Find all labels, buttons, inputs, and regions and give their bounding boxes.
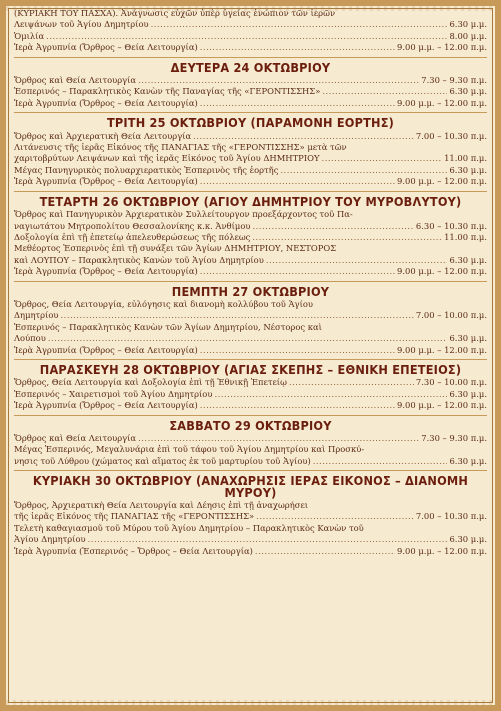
schedule-row: Μέγας Πανηγυρικὸς πολυαρχιερατικὸς Ἑσπερινὸς τῆς ἑορτῆς ..... 6.30 μ.μ. (14, 165, 487, 176)
day-heading: ΠΑΡΑΣΚΕΥΗ 28 ΟΚΤΩΒΡΙΟΥ (ΑΓΙΑΣ ΣΚΕΠΗΣ – ΕΘΝΙΚΗ ΕΠΕΤΕΙΟΣ) (39, 361, 462, 377)
schedule-row: Ὄρθρος καὶ Θεία Λειτουργία ..... 7.30 – 9.30 π.μ. (14, 75, 487, 86)
schedule-row: Ἁγίου Δημητρίου ..... 6.30 μ.μ. (14, 534, 487, 545)
schedule-row: Ἱερὰ Ἀγρυπνία (Ὄρθρος – Θεία Λειτουργία) ..... 9.00 μ.μ. – 12.00 π.μ. (14, 176, 487, 187)
schedule-row: Ἱερὰ Ἀγρυπνία (Ὄρθρος – Θεία Λειτουργία) ..... 9.00 μ.μ. – 12.00 π.μ. (14, 400, 487, 411)
text-line: Ἑσπερινός – Παρακλητικὸς Κανὼν τῶν Ἁγίων Δημητρίου, Νέστορος καὶ (14, 321, 322, 332)
schedule-row: Ὁμιλία ..... 8.00 μ.μ. (14, 31, 487, 42)
divider (14, 57, 487, 58)
schedule-row: ναγιωτάτου Μητροπολίτου Θεσσαλονίκης κ.κ. Ἀνθίμου ..... 6.30 – 10.30 π.μ. (14, 221, 487, 232)
divider (14, 470, 487, 471)
schedule-row: Ἑσπερινός – Χαιρετισμοὶ τοῦ Ἁγίου Δημητρίου ..... 6.30 μ.μ. (14, 389, 487, 400)
divider (14, 191, 487, 192)
schedule-row: Ὄρθρος καὶ Θεία Λειτουργία ..... 7.30 – 9.30 π.μ. (14, 433, 487, 444)
schedule-row: τῆς ἱερᾶς Εἰκόνος τῆς ΠΑΝΑΓΙΑΣ τῆς «ΓΕΡΟΝΤΙΣΣΗΣ» ..... 7.00 – 10.30 π.μ. (14, 511, 487, 522)
schedule-row: Ἱερὰ Ἀγρυπνία (Ὄρθρος – Θεία Λειτουργία) ..... 9.00 μ.μ. – 12.00 π.μ. (14, 345, 487, 356)
schedule-row: Ἱερὰ Ἀγρυπνία (Ὄρθρος – Θεία Λειτουργία) ..... 9.00 μ.μ. – 12.00 π.μ. (14, 266, 487, 277)
schedule-row: Λειψάνων τοῦ Ἁγίου Δημητρίου ..... 6.30 μ.μ. (14, 19, 487, 30)
schedule-row: καὶ ΛΟΥΠΟΥ – Παρακλητικὸς Κανὼν τοῦ Ἁγίου Δημητρίου ..... 6.30 μ.μ. (14, 255, 487, 266)
text-line: Μεθέορτος Ἑσπερινὸς ἐπὶ τῇ συνάξει τῶν Ἁγίων ΔΗΜΗΤΡΙΟΥ, ΝΕΣΤΟΡΟΣ (14, 243, 337, 254)
day-heading: ΣΑΒΒΑΤΟ 29 ΟΚΤΩΒΡΙΟΥ (169, 417, 332, 433)
schedule-row: Ἱερὰ Ἀγρυπνία (Ἑσπερινός – Ὄρθρος – Θεία Λειτουργία) ..... 9.00 μ.μ. – 12.00 π.μ. (14, 546, 487, 557)
schedule-row: Ὄρθρος, Θεία Λειτουργία καὶ Δοξολογία ἐπὶ τῇ Ἐθνικῇ Ἐπετείῳ ..... 7.30 – 10.00 π.μ. (14, 377, 487, 388)
schedule-row: Λούπου ..... 6.30 μ.μ. (14, 333, 487, 344)
schedule-row: Ἱερὰ Ἀγρυπνία (Ὄρθρος – Θεία Λειτουργία) ..... 9.00 μ.μ. – 12.00 π.μ. (14, 42, 487, 53)
day-heading: ΔΕΥΤΕΡΑ 24 ΟΚΤΩΒΡΙΟΥ (170, 59, 331, 75)
day-heading: ΠΕΜΠΤΗ 27 ΟΚΤΩΒΡΙΟΥ (171, 283, 330, 299)
divider (14, 359, 487, 360)
day-heading: ΤΕΤΑΡΤΗ 26 ΟΚΤΩΒΡΙΟΥ (ΑΓΙΟΥ ΔΗΜΗΤΡΙΟΥ ΤΟΥ ΜΥΡΟΒΛΥΤΟΥ) (39, 193, 462, 209)
schedule-row: Ὄρθρος καὶ Ἀρχιερατικὴ Θεία Λειτουργία ..... 7.00 – 10.30 π.μ. (14, 131, 487, 142)
schedule-row: Ἱερὰ Ἀγρυπνία (Ὄρθρος – Θεία Λειτουργία) ..... 9.00 μ.μ. – 12.00 π.μ. (14, 98, 487, 109)
divider (14, 415, 487, 416)
text-line: Ὄρθρος, Θεία Λειτουργία, εὐλόγησις καὶ διανομὴ κολλύβου τοῦ Ἁγίου (14, 298, 313, 309)
day-heading: ΚΥΡΙΑΚΗ 30 ΟΚΤΩΒΡΙΟΥ (ΑΝΑΧΩΡΗΣΙΣ ΙΕΡΑΣ ΕΙΚΟΝΟΣ – ΔΙΑΝΟΜΗ ΜΥΡΟΥ) (32, 473, 469, 500)
text-line: Μέγας Ἑσπερινός, Μεγαλυνάρια ἐπὶ τοῦ τάφου τοῦ Ἁγίου Δημητρίου καὶ Προσκύ- (14, 444, 365, 455)
schedule-row: χαριτοβρύτων Λειψάνων καὶ τῆς ἱερᾶς Εἰκόνος τοῦ Ἁγίου ΔΗΜΗΤΡΙΟΥ ..... 11.00 π.μ. (14, 153, 487, 164)
text-line: Λιτάνευσις τῆς ἱερᾶς Εἰκόνος τῆς ΠΑΝΑΓΙΑΣ τῆς «ΓΕΡΟΝΤΙΣΣΗΣ» μετὰ τῶν (14, 142, 347, 153)
schedule (14, 8, 487, 557)
schedule-row: Ἑσπερινός – Παρακλητικὸς Κανὼν τῆς Παναγίας τῆς «ΓΕΡΟΝΤΙΣΣΗΣ» ..... 6.30 μ.μ. (14, 86, 487, 97)
schedule-row: νησις τοῦ Λύθρου (χώματος καὶ αἵματος ἐκ τοῦ μαρτυρίου τοῦ Ἁγίου) ..... 6.30 μ.μ. (14, 456, 487, 467)
text-line: (ΚΥΡΙΑΚΗ ΤΟΥ ΠΑΣΧΑ). Ἀνάγνωσις εὐχῶν ὑπὲρ ὑγείας ἐνώπιον τῶν ἱερῶν (14, 8, 336, 18)
text-line: Ὄρθρος, Ἀρχιερατικὴ Θεία Λειτουργία καὶ Δέησις ἐπὶ τῇ ἀναχωρήσει (14, 500, 309, 511)
schedule-row: Δοξολογία ἐπὶ τῇ ἐπετείῳ ἀπελευθερώσεως τῆς πόλεως ..... 11.00 π.μ. (14, 232, 487, 243)
text-line: Τελετὴ καθαγιασμοῦ τοῦ Μύρου τοῦ Ἁγίου Δημητρίου – Παρακλητικὸς Κανὼν τοῦ (14, 522, 364, 533)
divider (14, 112, 487, 113)
schedule-row: Δημητρίου ..... 7.00 – 10.00 π.μ. (14, 310, 487, 321)
divider (14, 281, 487, 282)
text-line: Ὄρθρος καὶ Πανηγυρικὸν Ἀρχιερατικὸν Συλλείτουργον προεξάρχοντος τοῦ Πα- (14, 209, 353, 220)
day-heading: ΤΡΙΤΗ 25 ΟΚΤΩΒΡΙΟΥ (ΠΑΡΑΜΟΝΗ ΕΟΡΤΗΣ) (106, 115, 395, 131)
